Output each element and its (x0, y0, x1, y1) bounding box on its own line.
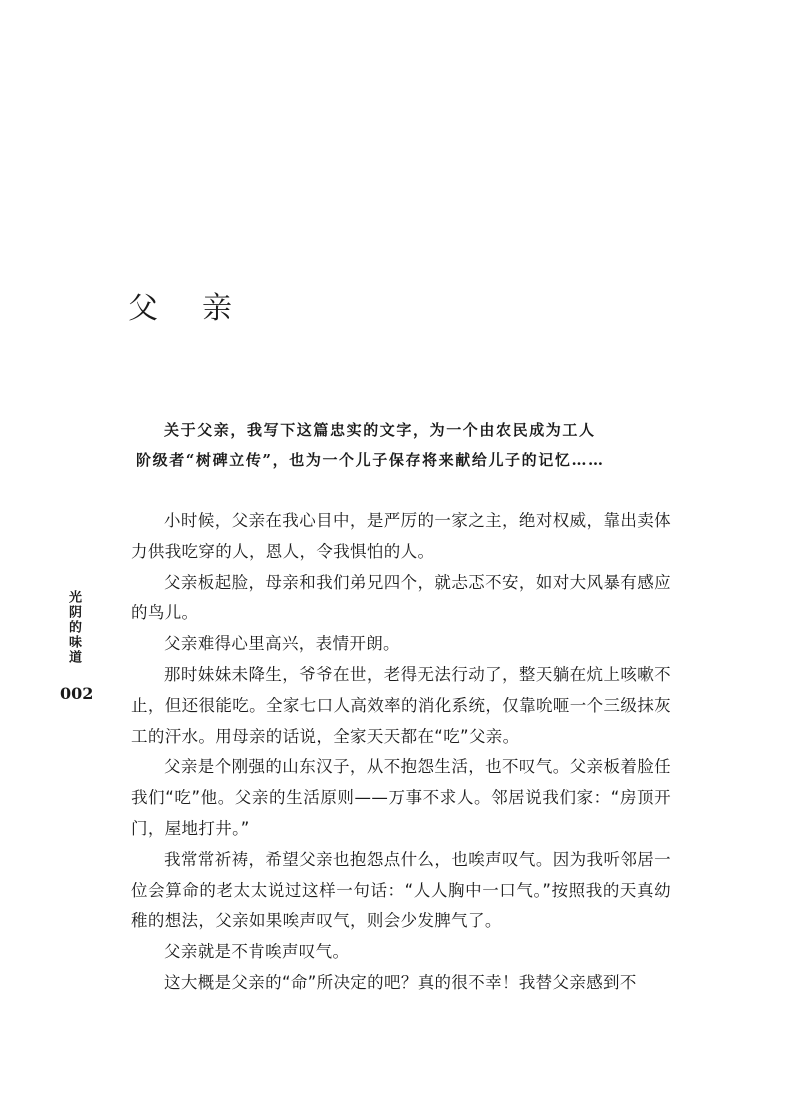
chapter-title-char-1: 父 (128, 291, 158, 326)
epigraph (136, 415, 664, 475)
paragraph: 我常常祈祷，希望父亲也抱怨点什么，也唉声叹气。因为我听邻居一位会算命的老太太说过这样一句话：“人人胸中一口气。”按照我的天真幼稚的想法，父亲如果唉声叹气，则会少发脾气了。 (131, 849, 671, 931)
paragraph: 父亲是个刚强的山东汉子，从不抱怨生活，也不叹气。父亲板着脸任我们“吃”他。父亲的生活原则——万事不求人。邻居说我们家：“房顶开门，屋地打井。” (131, 757, 671, 838)
page-number: 002 (60, 684, 94, 703)
paragraph: 那时妹妹未降生，爷爷在世，老得无法行动了，整天躺在炕上咳嗽不止，但还很能吃。全家七口人高效率的消化系统，仅靠吮咂一个三级抹灰工的汗水。用母亲的话说，全家天天都在“吃”父亲。 (131, 664, 671, 746)
paragraph: 这大概是父亲的“命”所决定的吧？真的很不幸！我替父亲感到不 (164, 972, 637, 992)
epigraph-line-1: 关于父亲，我写下这篇忠实的文字，为一个由农民成为工人 (164, 421, 596, 439)
body-text (131, 506, 671, 999)
paragraph: 父亲难得心里高兴，表情开朗。 (164, 634, 400, 654)
paragraph: 父亲板起脸，母亲和我们弟兄四个，就忐忑不安，如对大风暴有感应的鸟儿。 (131, 572, 671, 623)
paragraph: 小时候，父亲在我心目中，是严厉的一家之主，绝对权威，靠出卖体力供我吃穿的人，恩人，令我惧怕的人。 (131, 511, 671, 561)
running-book-title: 光阴的味道 (66, 590, 81, 665)
epigraph-line-2: 阶级者“树碑立传”，也为一个儿子保存将来献给儿子的记忆…… (136, 451, 605, 469)
chapter-title (128, 283, 232, 327)
paragraph: 父亲就是不肯唉声叹气。 (164, 942, 350, 962)
chapter-title-char-2: 亲 (202, 291, 232, 326)
